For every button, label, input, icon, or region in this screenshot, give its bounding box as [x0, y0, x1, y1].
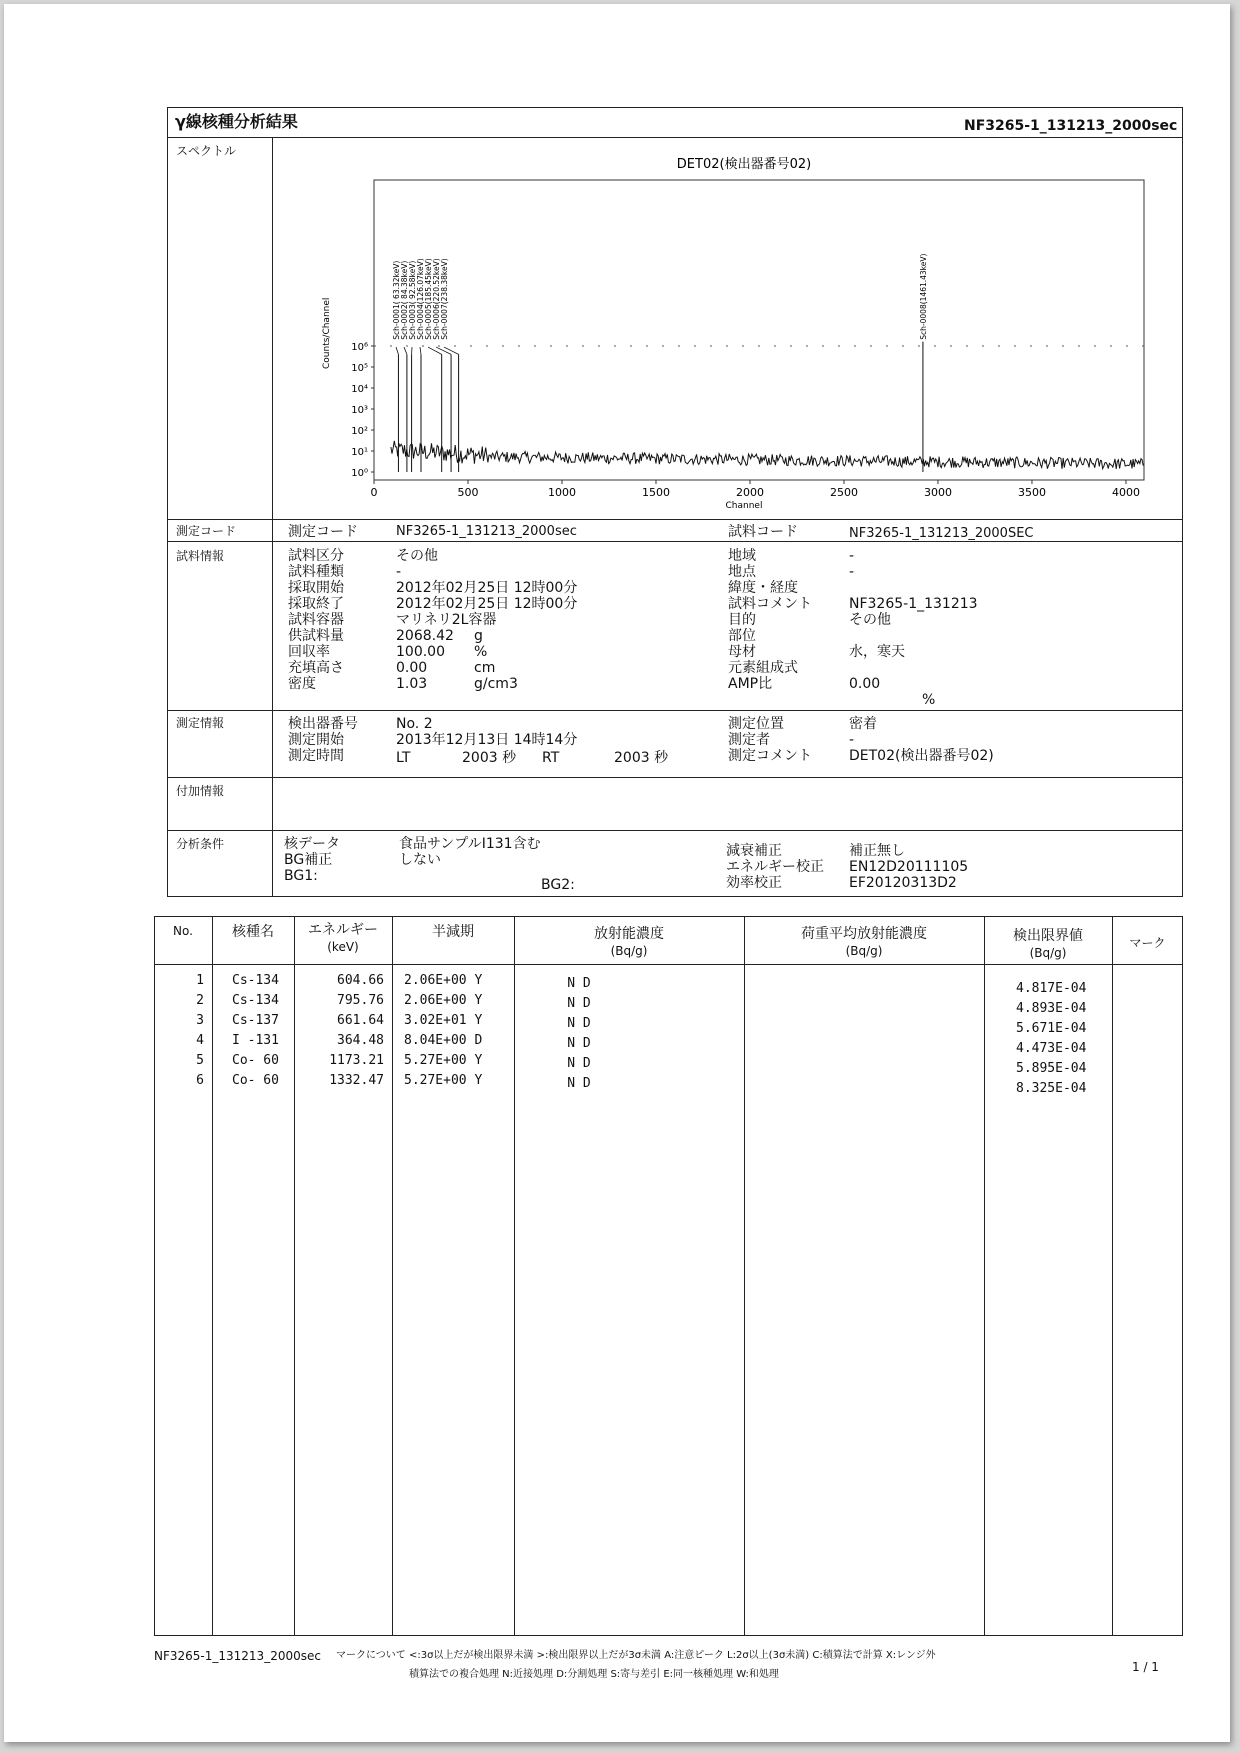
peak-markers [392, 254, 928, 472]
page-number: 1 / 1 [1132, 1660, 1159, 1674]
col-limit: 4.817E-04 4.893E-04 5.671E-04 4.473E-04 5.895E-04 8.325E-04 [1016, 981, 1087, 1096]
sample-info-section: 試料情報 [176, 549, 225, 563]
peak-leader [420, 347, 421, 354]
analysis-right-label: 効率校正 [726, 875, 782, 891]
peak-leader [396, 347, 398, 354]
additional-info-section: 付加情報 [176, 784, 225, 798]
rt-label: RT [542, 750, 560, 766]
footer-file: NF3265-1_131213_2000sec [154, 1649, 321, 1663]
detector-number: No. 2 [396, 716, 433, 732]
sample-field-value: 100.00 [396, 644, 445, 660]
col-header-nuclide: 核種名 [232, 924, 274, 940]
sample-field-unit: cm [474, 660, 496, 676]
col-header-mark: マーク [1129, 936, 1166, 950]
analysis-field-label: 核データ [284, 836, 340, 852]
col-header-no: No. [173, 924, 193, 938]
analysis-right-label: 減衰補正 [726, 843, 782, 859]
sample-field-unit: % [474, 644, 488, 660]
sample-field-label: 密度 [288, 676, 316, 692]
sample-field-label: 回収率 [288, 644, 330, 660]
analysis-field-value: しない [399, 852, 441, 868]
x-tick-label: 3500 [1017, 486, 1046, 499]
peak-label: Sch-0004(126.07keV) [416, 258, 425, 340]
x-tick-label: 500 [457, 486, 479, 499]
col-header-energy: エネルギー [308, 922, 378, 938]
peak-label: Sch-0002( 84.38keV) [400, 260, 409, 340]
measurement-code-value: NF3265-1_131213_2000sec [396, 524, 577, 539]
col-header-half-life: 半減期 [432, 924, 474, 940]
x-tick-label: 1000 [547, 486, 576, 499]
x-tick-label: 0 [370, 486, 378, 499]
peak-leader [428, 347, 442, 354]
analysis-right-value: EN12D20111105 [849, 859, 969, 875]
sample-field-label: 供試料量 [288, 628, 344, 644]
col-header-activity-unit: (Bq/g) [610, 944, 648, 958]
sample-field-value: 2068.42 [396, 628, 454, 644]
measurement-right-label: 測定位置 [728, 716, 784, 732]
sample-right-label: 緯度・経度 [728, 580, 798, 596]
sample-code-value: NF3265-1_131213_2000SEC [849, 526, 1034, 541]
spectrum-label: スペクトル [176, 144, 237, 158]
x-axis-label: Channel [725, 501, 763, 511]
sample-field-label: 充填高さ [288, 660, 344, 676]
plot-frame [374, 180, 1144, 480]
footer-note-1: マークについて <:3σ以上だが検出限界未満 >:検出限界以上だが3σ未満 A:注意ピーク L:2σ以上(3σ未満) C:積算法で計算 X:レンジ外 [336, 1650, 936, 1661]
y-tick-label: 10³ [351, 405, 368, 416]
sample-right-value: NF3265-1_131213 [849, 596, 978, 612]
y-tick-label: 10⁴ [351, 384, 368, 395]
sample-code-label: 試料コード [728, 524, 798, 540]
analysis-field-label: BG1: [284, 868, 318, 884]
sample-right-value: その他 [849, 612, 891, 628]
col-energy: 604.66 795.76 661.64 364.48 1173.21 1332.47 [329, 973, 384, 1088]
sample-field-value: マリネリ2L容器 [396, 612, 497, 628]
y-tick-label: 10⁶ [351, 342, 368, 353]
col-header-activity: 放射能濃度 [594, 926, 664, 942]
col-header-limit: 検出限界値 [1013, 928, 1083, 944]
sample-right-label: 試料コメント [728, 596, 812, 612]
col-no: 1 2 3 4 5 6 [196, 973, 204, 1088]
x-tick-label: 3000 [923, 486, 952, 499]
measurement-field-label: 検出器番号 [288, 716, 358, 732]
analysis-right-label: エネルギー校正 [726, 859, 824, 875]
y-tick-label: 10² [351, 426, 368, 437]
sample-field-label: 採取開始 [288, 580, 344, 596]
peak-leader [404, 347, 407, 354]
col-header-weighted-unit: (Bq/g) [845, 944, 883, 958]
lt-value: 2003 秒 [462, 750, 517, 766]
sample-field-label: 試料容器 [288, 612, 344, 628]
sample-field-value: 1.03 [396, 676, 428, 692]
measurement-info-section: 測定情報 [176, 716, 225, 730]
measurement-right-value: - [849, 732, 855, 748]
x-tick-label: 2500 [829, 486, 858, 499]
rt-value: 2003 秒 [614, 750, 669, 766]
sample-right-label: 部位 [728, 628, 756, 644]
x-tick-label: 2000 [735, 486, 764, 499]
sample-right-label: 母材 [728, 644, 756, 660]
y-tick-label: 10⁵ [351, 363, 368, 374]
analysis-right-value: EF20120313D2 [849, 875, 957, 891]
sample-field-value: その他 [396, 548, 438, 564]
peak-label: Sch-0006(220.52keV) [432, 258, 441, 340]
measurement-code-label: 測定コード [288, 524, 358, 540]
col-activity: N D N D N D N D N D N D [567, 976, 591, 1091]
peak-label: Sch-0007(238.38keV) [440, 258, 449, 340]
sample-field-value: 2012年02月25日 12時00分 [396, 596, 578, 612]
x-tick-label: 1500 [641, 486, 670, 499]
report-file-code: NF3265-1_131213_2000sec [964, 118, 1178, 134]
measurement-code-section: 測定コード [176, 524, 237, 538]
sample-field-unit: g [474, 628, 483, 644]
y-tick-label: 10⁰ [351, 468, 368, 479]
y-tick-label: 10¹ [351, 447, 368, 458]
peak-label: Sch-0003( 92.58keV) [408, 260, 417, 340]
sample-right-label: 目的 [728, 612, 756, 628]
measurement-right-value: DET02(検出器番号02) [849, 748, 994, 764]
chart-title: DET02(検出器番号02) [676, 157, 812, 172]
x-ticks [371, 480, 1140, 499]
measurement-right-label: 測定者 [728, 732, 770, 748]
measurement-field-label: 測定時間 [288, 748, 344, 764]
peak-leader [436, 347, 451, 354]
col-header-weighted: 荷重平均放射能濃度 [801, 926, 927, 942]
sample-right-label: 地域 [728, 548, 756, 564]
analysis-field-label: BG補正 [284, 852, 333, 868]
sample-field-unit: g/cm3 [474, 676, 518, 692]
bg2-label: BG2: [541, 877, 575, 893]
amp-unit: % [922, 692, 936, 708]
lt-label: LT [396, 750, 411, 766]
peak-leader [444, 347, 459, 354]
analysis-field-value: 食品サンプルI131含む [399, 836, 541, 852]
sample-right-label: AMP比 [728, 676, 773, 692]
sample-right-label: 元素組成式 [728, 660, 798, 676]
spectrum-line [391, 441, 1143, 469]
sample-field-value: 0.00 [396, 660, 428, 676]
sample-right-value: - [849, 548, 855, 564]
measurement-field-label: 測定開始 [288, 732, 344, 748]
col-header-limit-unit: (Bq/g) [1029, 946, 1067, 960]
col-header-energy-unit: (keV) [327, 940, 359, 954]
peak-label: Sch-0008(1461.43keV) [918, 253, 928, 340]
report-page [4, 4, 1230, 1742]
col-nuclide: Cs-134 Cs-134 Cs-137 I -131 Co- 60 Co- 60 [232, 973, 279, 1088]
report-title: γ線核種分析結果 [175, 112, 298, 131]
measurement-right-label: 測定コメント [728, 748, 812, 764]
y-axis-label: Counts/Channel [322, 297, 332, 369]
sample-right-label: 地点 [728, 564, 756, 580]
sample-right-value: - [849, 564, 855, 580]
x-tick-label: 4000 [1111, 486, 1140, 499]
peak-label: Sch-0005(185.45keV) [424, 258, 433, 340]
y-ticks [351, 342, 374, 479]
col-half-life: 2.06E+00 Y 2.06E+00 Y 3.02E+01 Y 8.04E+00 D 5.27E+00 Y 5.27E+00 Y [404, 973, 483, 1088]
sample-field-label: 採取終了 [288, 596, 344, 612]
footer-note-2: 積算法での複合処理 N:近接処理 D:分割処理 S:寄与差引 E:同一核種処理 W:和処理 [409, 1669, 779, 1680]
analysis-conditions-section: 分析条件 [176, 837, 225, 851]
sample-field-label: 試料区分 [288, 548, 344, 564]
peak-label: Sch-0001( 63.32keV) [392, 260, 401, 340]
sample-right-value: 0.00 [849, 676, 881, 692]
sample-field-label: 試料種類 [288, 564, 344, 580]
spectrum-trace [374, 346, 1144, 469]
sample-field-value: - [396, 564, 402, 580]
sample-field-value: 2012年02月25日 12時00分 [396, 580, 578, 596]
analysis-right-value: 補正無し [849, 843, 905, 859]
measurement-start: 2013年12月13日 14時14分 [396, 732, 578, 748]
measurement-right-value: 密着 [849, 716, 877, 732]
spectrum-chart [304, 154, 1164, 514]
sample-right-value: 水，寒天 [849, 644, 905, 660]
